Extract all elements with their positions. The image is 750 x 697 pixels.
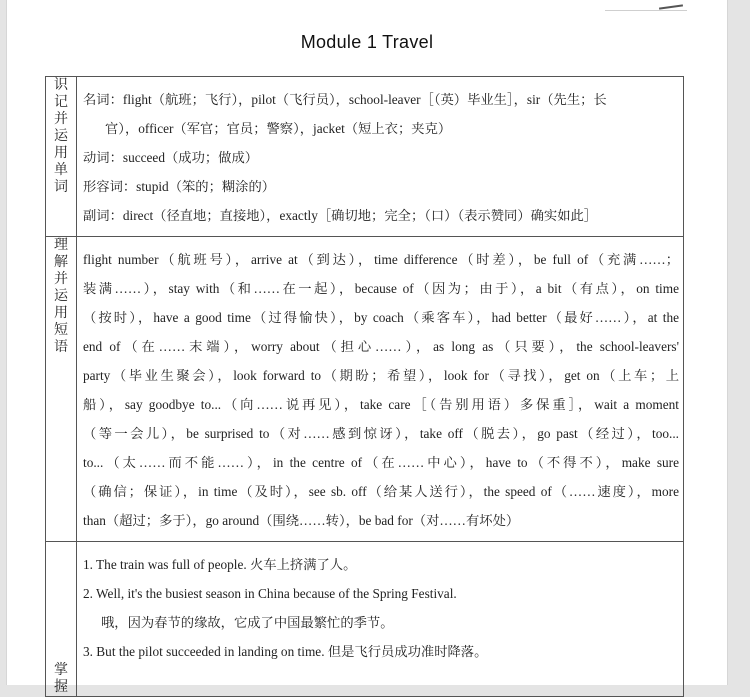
phrase-line: （按时），have a good time（过得愉快），by coach（乘客车），had better（最好……），at the (83, 310, 679, 325)
row-label-phrases: 理解并运用短语 (54, 237, 68, 355)
table-row-sentences (46, 542, 684, 697)
row-label-sentences: 掌握 (54, 662, 68, 695)
phrase-line: 船），say goodbye to...（向……说再见），take care［（告别用语）多保重］，wait a moment (83, 397, 679, 412)
header-rule (605, 10, 687, 11)
sentence-line: 2. Well, it's the busiest season in China because of the Spring Festival. (83, 586, 457, 601)
words-line-nouns: 名词：flight（航班；飞行），pilot（飞行员），school-leaver［（英）毕业生］，sir（先生；长 (83, 92, 607, 107)
sentence-line: 1. The train was full of people. 火车上挤满了人。 (83, 557, 357, 572)
phrase-line: end of（在……末端），worry about（担心……），as long as（只要），the school-leavers' (83, 339, 679, 354)
vocabulary-table (45, 76, 684, 697)
words-content (77, 77, 684, 237)
words-line-adjectives: 形容词：stupid（笨的；糊涂的） (83, 179, 276, 194)
row-label-cell (46, 237, 77, 542)
table-row-phrases (46, 237, 684, 542)
words-line-verbs: 动词：succeed（成功；做成） (83, 150, 259, 165)
sentences-content (77, 542, 684, 697)
sentence-translation: 哦，因为春节的缘故，它成了中国最繁忙的季节。 (101, 615, 394, 630)
phrase-line: （确信；保证），in time（及时），see sb. off（给某人送行），the speed of（……速度），more (83, 484, 679, 499)
phrase-line: party（毕业生聚会），look forward to（期盼；希望），look for（寻找），get on（上车；上 (83, 368, 679, 383)
phrase-line: than（超过；多于），go around（围绕……转），be bad for（对……有坏处） (83, 513, 520, 528)
row-label-cell (46, 542, 77, 697)
sentence-line: 3. But the pilot succeeded in landing on time. 但是飞行员成功准时降落。 (83, 644, 488, 659)
table-row-words (46, 77, 684, 237)
phrases-content (77, 237, 684, 542)
page-title: Module 1 Travel (300, 32, 434, 52)
document-page (6, 0, 728, 695)
phrase-line: （等一会儿），be surprised to（对……感到惊讶），take off（脱去），go past（经过），too... (83, 426, 679, 441)
row-label-words: 识记并运用单词 (54, 77, 68, 195)
phrase-line: to...（太……而不能……），in the centre of（在……中心），have to（不得不），make sure (83, 455, 679, 470)
words-line-nouns-cont: 官），officer（军官；官员；警察），jacket（短上衣；夹克） (105, 121, 452, 136)
header-mark (659, 4, 683, 9)
row-label-cell (46, 77, 77, 237)
words-line-adverbs: 副词：direct（径直地；直接地），exactly［确切地；完全；（口）（表示赞同）确实如此］ (83, 208, 598, 223)
phrase-line: flight number（航班号），arrive at（到达），time difference（时差），be full of（充满……； (83, 252, 679, 267)
phrase-line: 装满……），stay with（和……在一起），because of（因为；由于），a bit（有点），on time (83, 281, 679, 296)
